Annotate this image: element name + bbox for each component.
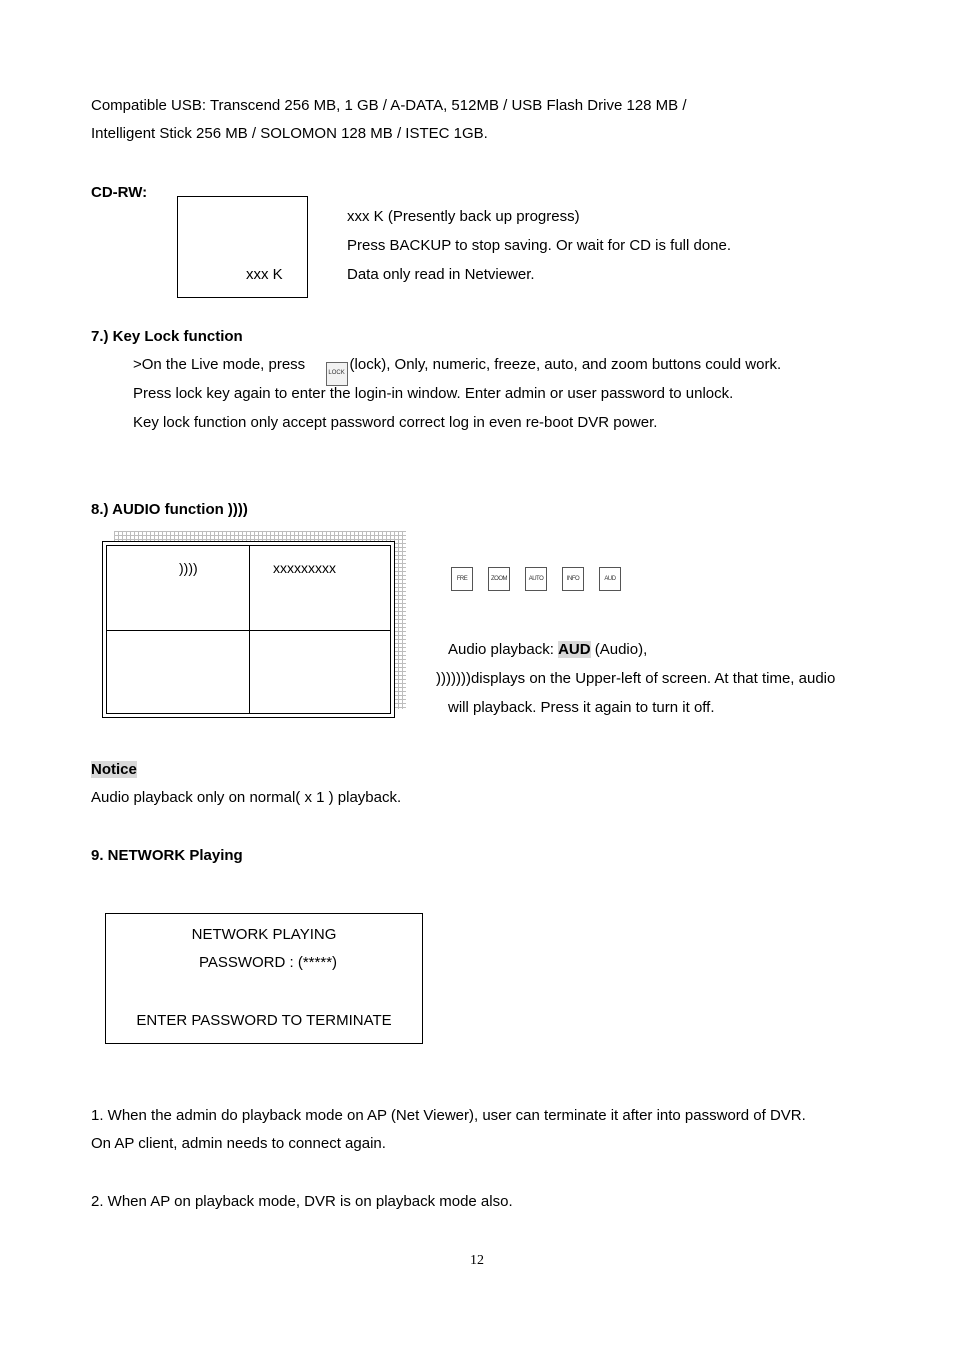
freeze-button-icon: FRE — [451, 567, 473, 591]
cdrw-desc-2: Press BACKUP to stop saving. Or wait for CD is full done. — [347, 237, 732, 254]
network-heading: 9. NETWORK Playing — [91, 847, 243, 864]
network-note-1a: 1. When the admin do playback mode on AP (Net Viewer), user can terminate it after into password of DVR. — [91, 1107, 806, 1124]
network-note-2: 2. When AP on playback mode, DVR is on playback mode also. — [91, 1193, 513, 1210]
aud-button-icon: AUD — [599, 567, 621, 591]
audio-screen-inner — [106, 545, 391, 714]
network-screen-box — [105, 913, 423, 1044]
cdrw-label: CD-RW: — [91, 184, 148, 201]
audio-cell-2-text: xxxxxxxxx — [273, 560, 336, 576]
audio-desc-1-post: (Audio), — [590, 641, 648, 658]
keylock-line-1-pre: >On the Live mode, press — [133, 356, 306, 373]
network-box-line-3: ENTER PASSWORD TO TERMINATE — [136, 1012, 392, 1029]
audio-screen-box — [102, 541, 395, 718]
keylock-line-1-post: (lock), Only, numeric, freeze, auto, and zoom buttons could work. — [349, 356, 782, 373]
network-box-line-1: NETWORK PLAYING — [191, 926, 337, 943]
audio-button-row — [451, 567, 621, 591]
usb-compat-line-1: Compatible USB: Transcend 256 MB, 1 GB / A-DATA, 512MB / USB Flash Drive 128 MB / — [91, 97, 687, 114]
cdrw-desc-1: xxx K (Presently back up progress) — [347, 208, 580, 225]
audio-desc-1-pre: Audio playback: — [448, 641, 559, 658]
keylock-line-3: Key lock function only accept password correct log in even re-boot DVR power. — [133, 414, 658, 431]
auto-button-icon: AUTO — [525, 567, 547, 591]
keylock-line-1 — [133, 356, 781, 386]
usb-compat-line-2: Intelligent Stick 256 MB / SOLOMON 128 MB / ISTEC 1GB. — [91, 125, 488, 142]
keylock-heading: 7.) Key Lock function — [91, 328, 243, 345]
cdrw-screen-box — [177, 196, 308, 298]
zoom-button-icon: ZOOM — [488, 567, 510, 591]
audio-desc-2: )))))))displays on the Upper-left of screen. At that time, audio — [436, 670, 836, 687]
cdrw-progress-text: xxx K — [246, 266, 283, 283]
audio-cell-1-text: )))) — [179, 560, 198, 576]
audio-desc-3: will playback. Press it again to turn it off. — [448, 699, 715, 716]
notice-label: Notice — [91, 761, 137, 778]
keylock-line-2: Press lock key again to enter the login-in window. Enter admin or user password to unlock. — [133, 385, 734, 402]
notice-text: Audio playback only on normal( x 1 ) playback. — [91, 789, 402, 806]
network-box-line-2: PASSWORD : (*****) — [198, 954, 338, 971]
audio-desc-1 — [448, 641, 647, 658]
page-number: 12 — [470, 1253, 484, 1268]
info-button-icon: INFO — [562, 567, 584, 591]
audio-heading: 8.) AUDIO function )))) — [91, 501, 248, 518]
lock-icon: LOCK — [326, 362, 348, 386]
network-note-1b: On AP client, admin needs to connect again. — [91, 1135, 386, 1152]
aud-highlight: AUD — [558, 641, 591, 658]
cdrw-desc-3: Data only read in Netviewer. — [347, 266, 535, 283]
audio-divider-horizontal — [107, 630, 390, 631]
